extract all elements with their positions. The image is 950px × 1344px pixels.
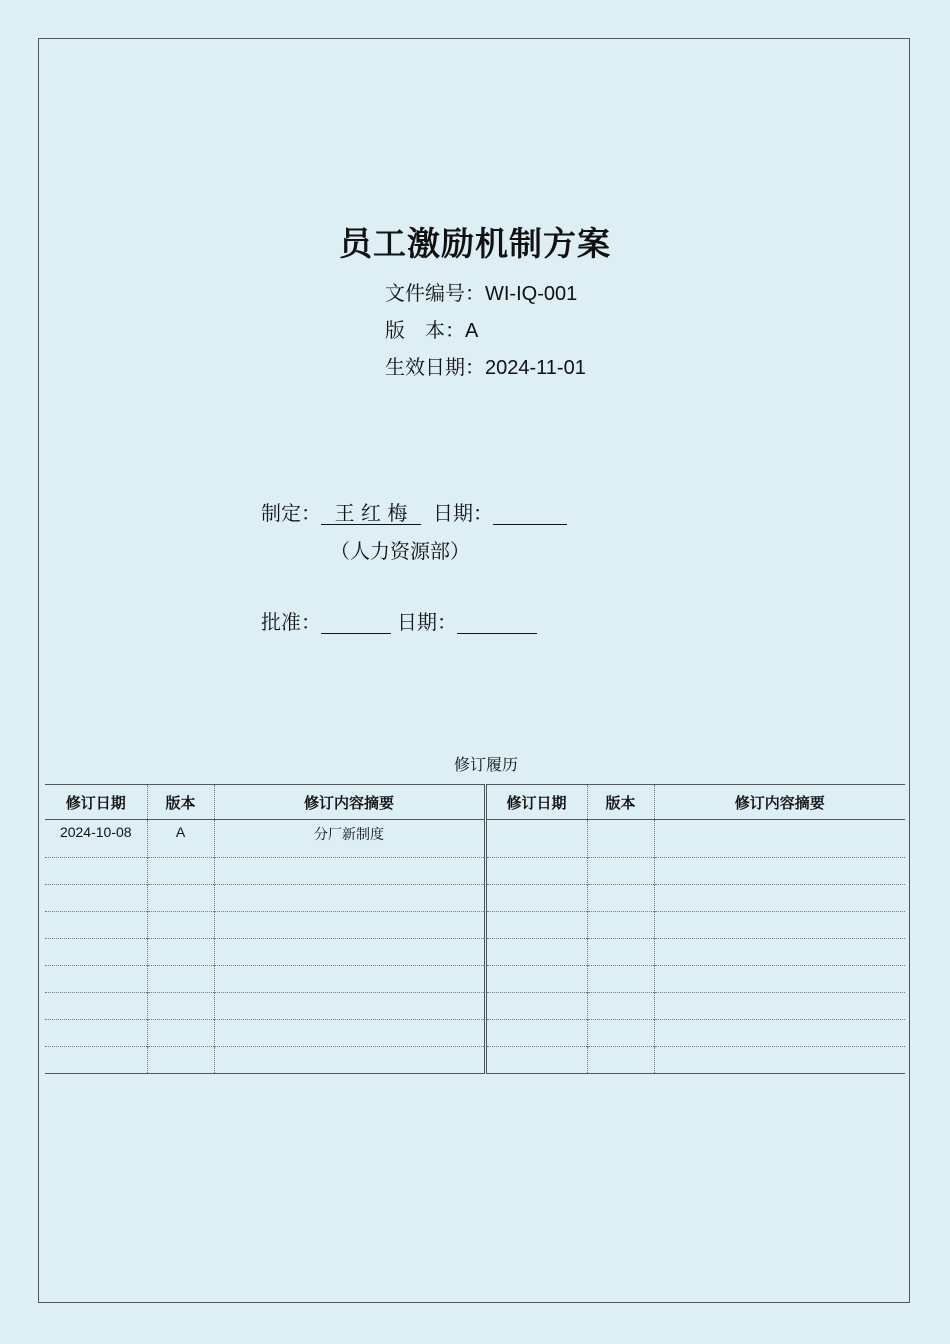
row-summary-right [654,1020,905,1047]
row-date-right [485,939,587,966]
row-summary-right [654,993,905,1020]
row-version-right [587,885,654,912]
row-version-right [587,966,654,993]
row-date [45,885,147,912]
row-version-right [587,939,654,966]
row-summary [214,912,485,939]
revision-history-table [45,784,905,1074]
col-header-summary: 修订内容摘要 [654,785,905,820]
row-date-right [485,1047,587,1074]
prepared-date-label: 日期： [433,501,493,525]
row-summary [214,885,485,912]
row-version [147,858,214,885]
row-date [45,1020,147,1047]
row-date-right [485,993,587,1020]
meta-doc-number [385,281,577,306]
row-summary [214,1020,485,1047]
approved-date-label: 日期： [397,610,457,634]
table-row [45,993,905,1020]
table-row [45,1020,905,1047]
col-header-version: 版本 [147,785,214,820]
row-date [45,966,147,993]
row-version [147,939,214,966]
row-summary-right [654,885,905,912]
row-summary-right [654,939,905,966]
row-date [45,858,147,885]
prepared-line [261,501,567,525]
row-version [147,912,214,939]
row-version-right [587,912,654,939]
meta-label: 版 本： [385,318,465,342]
table-row [45,858,905,885]
row-version [147,993,214,1020]
meta-value: 2024-11-01 [485,357,586,379]
row-version-right [587,858,654,885]
row-version-right [587,1047,654,1074]
row-summary [214,966,485,993]
meta-label: 文件编号： [385,281,485,305]
approved-by-blank[interactable] [321,611,391,634]
row-version: A [147,820,214,858]
table-row [45,885,905,912]
meta-label: 生效日期： [385,355,485,379]
row-summary-right [654,820,905,858]
row-date [45,1047,147,1074]
row-summary [214,858,485,885]
row-version-right [587,993,654,1020]
document-title: 员工激励机制方案 [339,224,611,263]
meta-value: WI-IQ-001 [485,283,578,305]
meta-value: A [465,320,479,342]
row-date-right [485,885,587,912]
row-date [45,939,147,966]
row-version [147,966,214,993]
row-date-right [485,966,587,993]
row-summary: 分厂新制度 [214,820,485,858]
prepared-by-name: 王 红 梅 [321,502,421,525]
revision-history-caption: 修订履历 [453,755,518,774]
row-summary [214,993,485,1020]
approved-date-blank[interactable] [457,611,537,634]
row-version [147,1047,214,1074]
approved-label: 批准： [261,610,321,634]
row-date-right [485,858,587,885]
table-header-row [45,785,905,820]
row-version-right [587,820,654,858]
row-summary [214,939,485,966]
row-date [45,993,147,1020]
approved-line [261,610,537,634]
col-header-summary: 修订内容摘要 [214,785,485,820]
row-summary [214,1047,485,1074]
row-date [45,912,147,939]
col-header-date: 修订日期 [45,785,147,820]
row-date-right [485,820,587,858]
row-date-right [485,1020,587,1047]
row-summary-right [654,966,905,993]
row-version-right [587,1020,654,1047]
row-summary-right [654,858,905,885]
table-row [45,820,905,858]
prepared-department: （人力资源部） [330,539,470,563]
row-version [147,885,214,912]
table-row [45,966,905,993]
prepared-date-blank[interactable] [493,502,567,525]
row-date-right [485,912,587,939]
meta-effective-date [385,355,586,380]
col-header-version: 版本 [587,785,654,820]
table-row [45,1047,905,1074]
table-row [45,939,905,966]
col-header-date: 修订日期 [485,785,587,820]
table-row [45,912,905,939]
prepared-label: 制定： [261,501,321,525]
row-version [147,1020,214,1047]
row-summary-right [654,1047,905,1074]
meta-version [385,318,478,343]
row-date: 2024-10-08 [45,820,147,858]
row-summary-right [654,912,905,939]
